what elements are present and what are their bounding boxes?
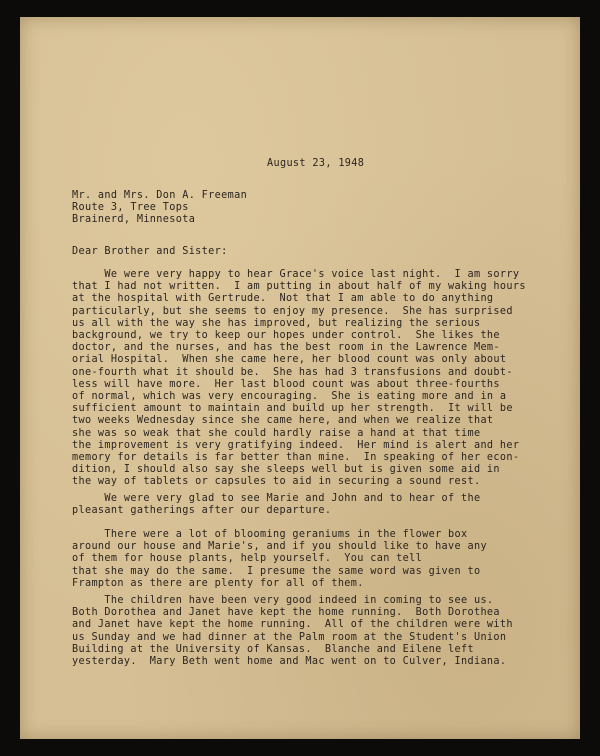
text-line: memory for details is far better than mine. In speaking of her econ- [72,452,520,464]
recipient-address [72,190,247,227]
text-line: The children have been very good indeed in coming to see us. [72,595,494,606]
text-line: at the hospital with Gertrude. Not that I am able to do anything [72,293,494,305]
letter-date: August 23, 1948 [267,158,365,169]
text-line: that she may do the same. I presume the same word was given to [72,565,481,577]
recipient-line: Brainerd, Minnesota [72,214,196,226]
text-line: orial Hospital. When she came here, her blood count was only about [72,354,507,366]
text-line: pleasant gatherings after our departure. [72,505,332,517]
text-line: she was so weak that she could hardly raise a hand at that time [72,427,481,439]
text-line: us Sunday and we had dinner at the Palm room at the Student's Union [72,631,507,643]
text-line: two weeks Wednesday since she came here, and when we realize that [72,415,494,427]
text-line: that I had not written. I am putting in about half of my waking hours [72,281,526,293]
text-line: doctor, and the nurses, and has the best room in the Lawrence Mem- [72,342,500,354]
text-line: of normal, which was very encouraging. She is eating more and in a [72,391,507,403]
text-line: Frampton as there are plenty for all of them. [72,577,364,589]
text-line: and Janet have kept the home running. All of the children were with [72,619,513,631]
text-line: dition, I should also say she sleeps well but is given some aid in [72,464,500,476]
text-line: yesterday. Mary Beth went home and Mac went on to Culver, Indiana. [72,656,507,668]
text-line: less will have more. Her last blood count was about three-fourths [72,378,500,390]
text-line: background, we try to keep our hopes under control. She likes the [72,330,500,342]
paragraph-geraniums [72,529,487,590]
recipient-line: Route 3, Tree Tops [72,202,189,214]
text-line: sufficient amount to maintain and build up her strength. It will be [72,403,513,415]
text-line: Both Dorothea and Janet have kept the home running. Both Dorothea [72,607,500,619]
text-line: around our house and Marie's, and if you should like to have any [72,541,487,553]
text-line: Building at the University of Kansas. Blanche and Eilene left [72,643,474,655]
text-line: one-fourth what it should be. She has had 3 transfusions and doubt- [72,366,513,378]
recipient-line: Mr. and Mrs. Don A. Freeman [72,190,248,201]
paragraph-hospital [72,269,526,489]
text-line: There were a lot of blooming geraniums in the flower box [72,529,468,540]
text-line: We were very glad to see Marie and John and to hear of the [72,493,481,504]
letter-page [20,17,580,739]
text-line: the way of tablets or capsules to aid in securing a sound rest. [72,476,481,488]
text-line: the improvement is very gratifying indeed. Her mind is alert and her [72,439,520,451]
salutation: Dear Brother and Sister: [72,246,228,257]
text-line: We were very happy to hear Grace's voice last night. I am sorry [72,269,520,280]
text-line: of them for house plants, help yourself. You can tell [72,553,423,565]
text-line: us all with the way she has improved, but realizing the serious [72,317,481,329]
text-line: particularly, but she seems to enjoy my presence. She has surprised [72,305,513,317]
paragraph-children [72,595,513,668]
paragraph-visit [72,493,480,517]
